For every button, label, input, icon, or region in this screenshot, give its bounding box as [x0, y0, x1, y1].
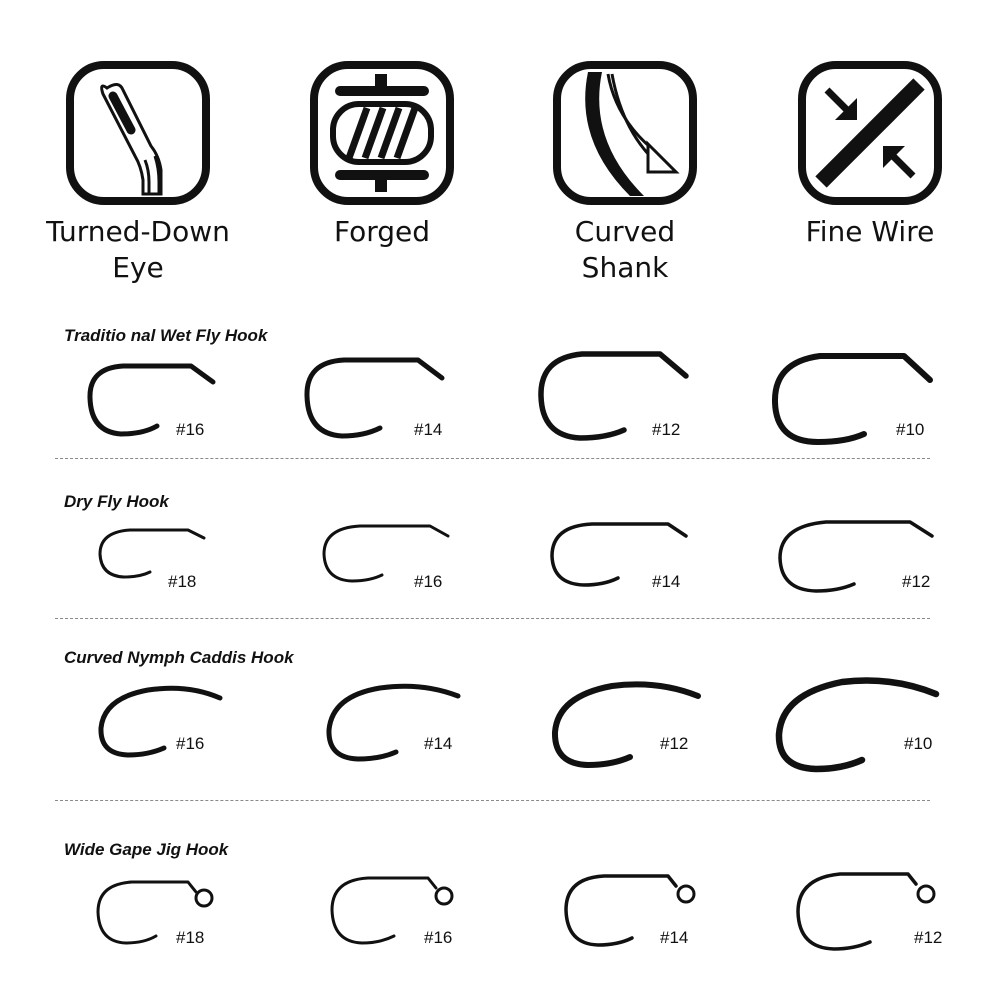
feature-turned-down-eye	[18, 60, 258, 286]
feature-label: Turned-Down Eye	[46, 215, 230, 284]
hook-size-label: #14	[660, 928, 689, 947]
feature-fine-wire	[750, 60, 990, 250]
hook-size-label: #14	[424, 734, 453, 753]
hook-size-label: #14	[652, 572, 681, 591]
hook-size-label: #10	[904, 734, 933, 753]
hook-size-label: #16	[424, 928, 453, 947]
section-divider	[55, 800, 930, 801]
curved-nymph-hook-icon	[96, 684, 228, 760]
hook-size-label: #12	[652, 420, 681, 439]
hook-size-label: #12	[660, 734, 689, 753]
hook-size-label: #14	[414, 420, 443, 439]
section-title-jig: Wide Gape Jig Hook	[64, 840, 229, 859]
section-divider	[55, 618, 930, 619]
hook-size-label: #16	[176, 420, 205, 439]
feature-label: Forged	[333, 215, 431, 248]
feature-label: Curved Shank	[574, 215, 676, 284]
hook-size-label: #18	[176, 928, 205, 947]
hook-size-label: #12	[902, 572, 931, 591]
forged-icon	[309, 60, 455, 206]
hook-size-label: #18	[168, 572, 197, 591]
hook-size-label: #16	[176, 734, 205, 753]
feature-curved-shank	[505, 60, 745, 286]
hook-size-label: #16	[414, 572, 443, 591]
curved-shank-icon	[552, 60, 698, 206]
section-divider	[55, 458, 930, 459]
curved-nymph-hook-icon	[774, 676, 944, 774]
section-title-curved-nymph: Curved Nymph Caddis Hook	[64, 648, 294, 667]
hook-size-label: #12	[914, 928, 943, 947]
section-title-dry-fly: Dry Fly Hook	[64, 492, 169, 511]
fine-wire-icon	[797, 60, 943, 206]
section-title-wet-fly: Traditio nal Wet Fly Hook	[64, 326, 268, 345]
feature-forged	[262, 60, 502, 250]
feature-label: Fine Wire	[805, 215, 935, 248]
curved-nymph-hook-icon	[550, 680, 706, 770]
turned-down-eye-icon	[65, 60, 211, 206]
hook-size-label: #10	[896, 420, 925, 439]
